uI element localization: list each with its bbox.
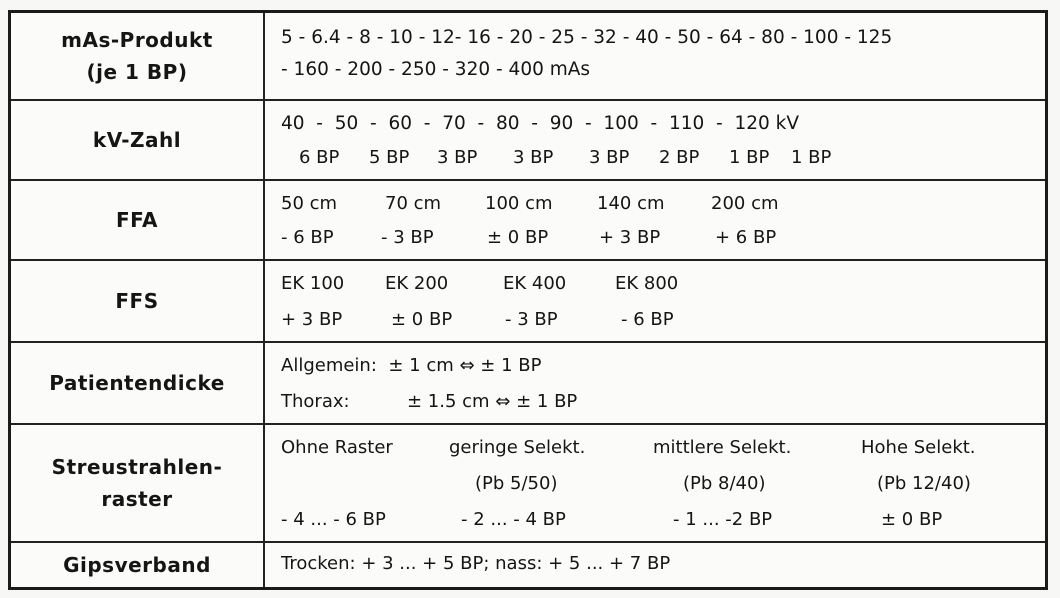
raster-pb: (Pb 12/40)	[877, 473, 971, 494]
kv-bp: 6 BP	[299, 147, 340, 168]
ffa-bp: + 6 BP	[715, 227, 777, 248]
raster-header: Ohne Raster	[281, 437, 393, 458]
kv-bp: 3 BP	[437, 147, 478, 168]
raster-header: geringe Selekt.	[449, 437, 586, 458]
patient-thorax-label: Thorax:	[281, 391, 350, 412]
row-label	[11, 181, 265, 259]
patient-general: Allgemein: ± 1 cm ⇔ ± 1 BP	[281, 355, 542, 376]
row-label	[11, 261, 265, 341]
ffa-distance: 140 cm	[597, 193, 665, 214]
exposure-table	[8, 10, 1048, 590]
ffa-distance: 200 cm	[711, 193, 779, 214]
row-label	[11, 343, 265, 423]
ffs-class: EK 800	[615, 273, 679, 294]
ffa-bp: ± 0 BP	[487, 227, 549, 248]
label-line: kV-Zahl	[92, 128, 182, 152]
label-line: Gipsverband	[63, 553, 211, 577]
label-line: Patientendicke	[49, 371, 225, 395]
row-content	[265, 13, 1045, 99]
row-content	[265, 181, 1045, 259]
row-label	[11, 13, 265, 99]
ffs-bp: - 3 BP	[505, 309, 558, 330]
ffa-distance: 70 cm	[385, 193, 442, 214]
kv-bp: 3 BP	[513, 147, 554, 168]
label-line: Streustrahlen-	[51, 455, 223, 479]
ffa-distance: 50 cm	[281, 193, 338, 214]
kv-bp: 1 BP	[791, 147, 832, 168]
ffs-class: EK 400	[503, 273, 567, 294]
kv-bp: 5 BP	[369, 147, 410, 168]
ffa-bp: - 3 BP	[381, 227, 434, 248]
row-gipsverband	[11, 543, 1045, 587]
row-ffs	[11, 261, 1045, 343]
row-content	[265, 543, 1045, 587]
label-line: (je 1 BP)	[86, 60, 188, 84]
raster-bp: - 4 ... - 6 BP	[281, 509, 386, 530]
ffa-bp: + 3 BP	[599, 227, 661, 248]
ffa-distance: 100 cm	[485, 193, 553, 214]
row-content	[265, 425, 1045, 541]
ffs-bp: - 6 BP	[621, 309, 674, 330]
ffa-bp: - 6 BP	[281, 227, 334, 248]
patient-thorax-value: ± 1.5 cm ⇔ ± 1 BP	[407, 391, 578, 412]
raster-header: Hohe Selekt.	[861, 437, 976, 458]
label-line: mAs-Produkt	[61, 28, 213, 52]
kv-bp: 1 BP	[729, 147, 770, 168]
label-line: FFS	[115, 289, 159, 313]
row-streustrahlenraster	[11, 425, 1045, 543]
row-content	[265, 101, 1045, 179]
kv-values: 40 - 50 - 60 - 70 - 80 - 90 - 100 - 110 - 120 kV	[281, 113, 800, 134]
row-content	[265, 261, 1045, 341]
raster-bp: - 2 ... - 4 BP	[461, 509, 566, 530]
gips-text: Trocken: + 3 ... + 5 BP; nass: + 5 ... + 7 BP	[281, 553, 671, 574]
label-line: FFA	[115, 208, 158, 232]
row-mas-produkt	[11, 13, 1045, 101]
row-kv-zahl	[11, 101, 1045, 181]
raster-pb: (Pb 8/40)	[683, 473, 766, 494]
mas-values-line2: - 160 - 200 - 250 - 320 - 400 mAs	[281, 59, 591, 80]
row-content	[265, 343, 1045, 423]
row-ffa	[11, 181, 1045, 261]
kv-bp: 3 BP	[589, 147, 630, 168]
raster-bp: - 1 ... -2 BP	[673, 509, 773, 530]
ffs-bp: + 3 BP	[281, 309, 343, 330]
raster-pb: (Pb 5/50)	[475, 473, 558, 494]
label-line: raster	[101, 487, 173, 511]
row-label	[11, 425, 265, 541]
row-label	[11, 101, 265, 179]
ffs-class: EK 100	[281, 273, 345, 294]
row-label	[11, 543, 265, 587]
raster-bp: ± 0 BP	[881, 509, 943, 530]
ffs-bp: ± 0 BP	[391, 309, 453, 330]
row-patientendicke	[11, 343, 1045, 425]
raster-header: mittlere Selekt.	[653, 437, 792, 458]
mas-values-line1: 5 - 6.4 - 8 - 10 - 12- 16 - 20 - 25 - 32 - 40 - 50 - 64 - 80 - 100 - 125	[281, 27, 893, 48]
ffs-class: EK 200	[385, 273, 449, 294]
kv-bp: 2 BP	[659, 147, 700, 168]
